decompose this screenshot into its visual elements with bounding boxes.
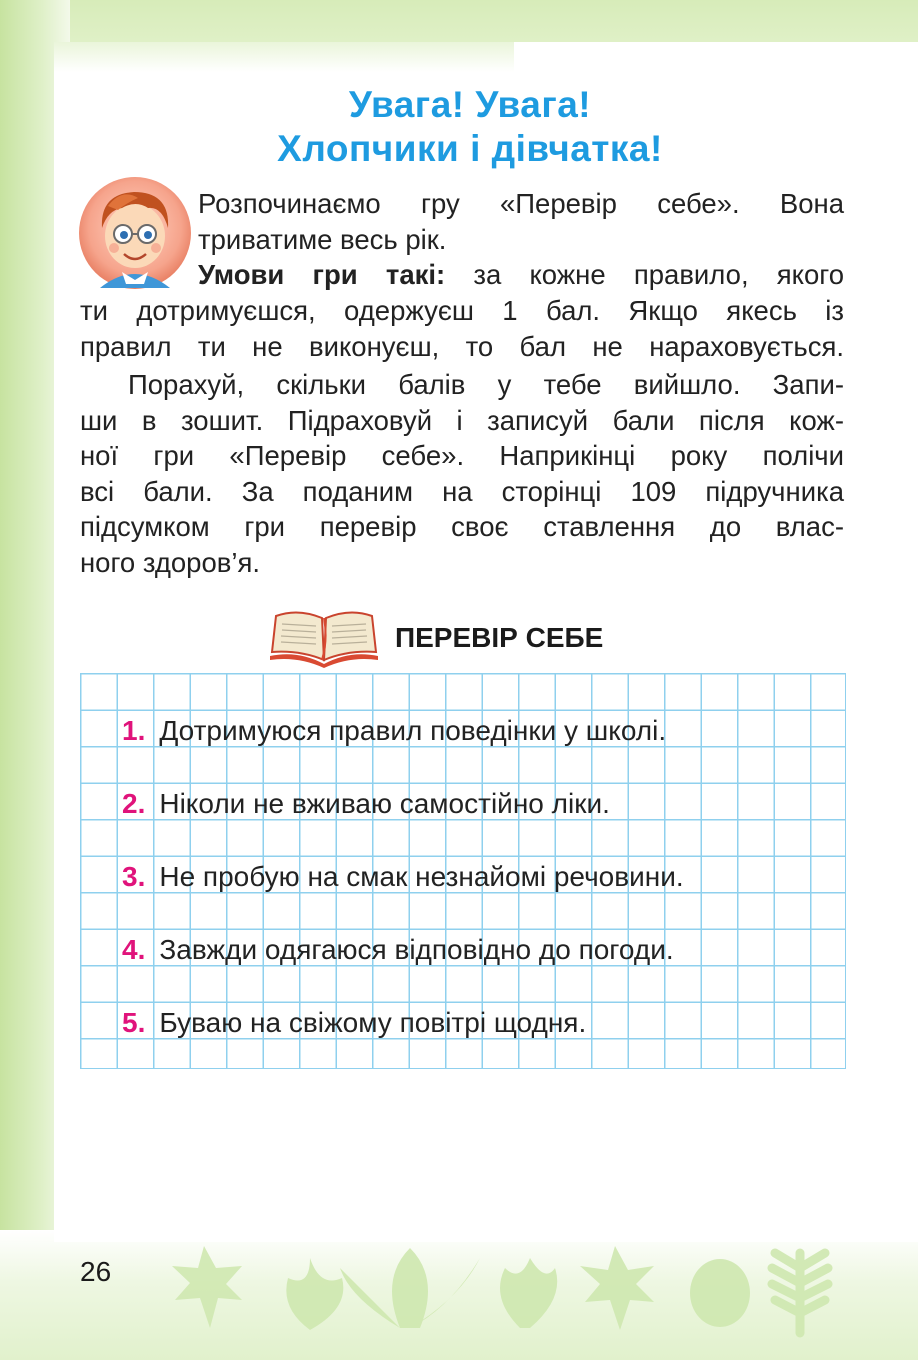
- rules-of-game-label: Умови гри такі:: [198, 259, 446, 290]
- rule-number: 3.: [122, 861, 146, 892]
- intro-paragraph-1: [198, 186, 844, 257]
- intro-paragraph-2-first-line: [198, 257, 844, 293]
- intro-line: ної гри «Перевір себе». Наприкінці року полічи: [80, 440, 844, 472]
- section-title: ПЕРЕВІР СЕБЕ: [395, 622, 604, 653]
- page-sheet-fold: [54, 42, 514, 72]
- leaves-decoration-icon: [160, 1238, 860, 1338]
- intro-line: підсумком гри перевір своє ставлення до влас-: [80, 511, 844, 543]
- rule-text: Не пробую на смак незнайомі речовини.: [159, 861, 684, 892]
- page-number: 26: [80, 1256, 112, 1287]
- boy-avatar-icon: [78, 176, 192, 290]
- intro-line-rest: за кожне правило, якого: [445, 259, 845, 290]
- intro-line: ши в зошит. Підраховуй і записуй бали після кож-: [80, 404, 844, 436]
- intro-line: Порахуй, скільки балів у тебе вийшло. Запи-: [128, 369, 844, 400]
- rule-number: 4.: [122, 934, 146, 965]
- intro-line: ного здоров’я.: [80, 546, 261, 578]
- rule-number: 2.: [122, 788, 146, 819]
- intro-paragraph-3: [80, 367, 844, 581]
- intro-line: всі бали. За поданим на сторінці 109 підручника: [80, 475, 844, 507]
- rule-item: [122, 788, 610, 820]
- rule-text: Буваю на свіжому повітрі щодня.: [159, 1007, 587, 1038]
- rule-item: [122, 1007, 586, 1039]
- rule-text: Дотримуюся правил поведінки у школі.: [159, 715, 667, 746]
- rule-item: [122, 861, 684, 893]
- rule-number: 1.: [122, 715, 146, 746]
- page-title-line-2: Хлопчики і дівчатка!: [277, 128, 663, 169]
- rule-item: [122, 934, 674, 966]
- intro-line: триватиме весь рік.: [198, 223, 447, 255]
- open-book-icon: [268, 600, 380, 668]
- intro-paragraph-2-rest: [80, 293, 844, 364]
- rule-item: [122, 715, 666, 747]
- rule-text: Ніколи не вживаю самостійно ліки.: [159, 788, 610, 819]
- page-title-line-1: Увага! Увага!: [348, 84, 592, 125]
- intro-line: [198, 257, 844, 293]
- rule-text: Завжди одягаюся відповідно до погоди.: [159, 934, 674, 965]
- intro-line: Розпочинаємо гру «Перевір себе». Вона: [198, 188, 844, 219]
- intro-line: ти дотримуєшся, одержуєш 1 бал. Якщо якесь із: [80, 295, 844, 326]
- rule-number: 5.: [122, 1007, 146, 1038]
- intro-line: правил ти не виконуєш, то бал не нараховується.: [80, 330, 844, 362]
